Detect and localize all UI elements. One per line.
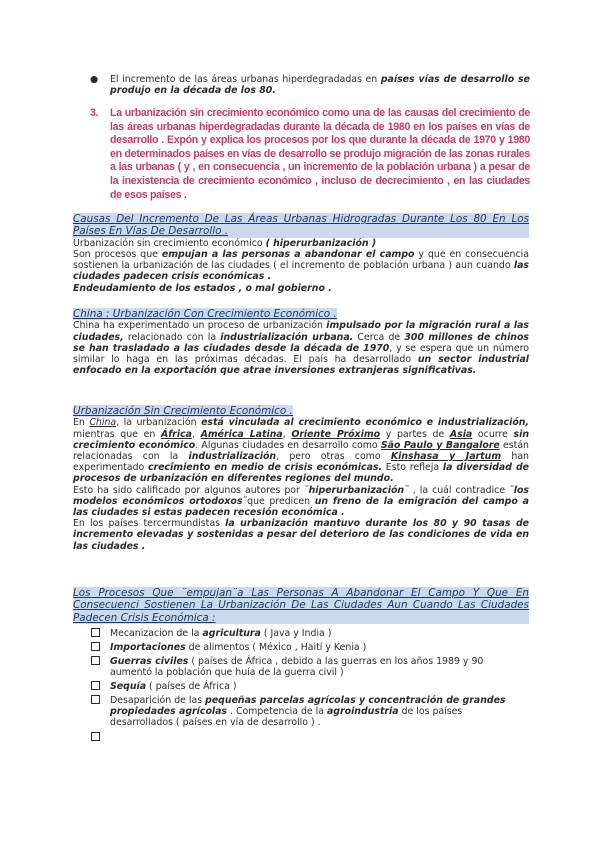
text-span: industrialización	[188, 451, 277, 463]
text-span: empujan a las personas a abandonar el campo	[161, 249, 415, 261]
section-procesos	[73, 587, 529, 624]
link-sao-paulo: São Paulo y Bangalore	[380, 439, 500, 451]
section-heading: Urbanización Sin Crecimiento Económico .	[73, 405, 293, 417]
text-span: ( países de África )	[146, 681, 237, 692]
text-span: , la urbanización	[116, 417, 202, 429]
text-span: ,	[192, 428, 201, 440]
section-china	[73, 308, 529, 376]
checkbox[interactable]	[91, 681, 100, 690]
section-line	[73, 238, 529, 249]
text-span: un sector industrial enfocado en la exportación que atrae inversiones extranjeras significativas.	[73, 354, 529, 377]
question-text: La urbanización sin crecimiento económico como una de las causas del crecimiento de las áreas urbanas hiperdegradadas durante la década de 1980 en los países en vías de desarrollo . Expón y explica los procesos por los que durante la década de 1970 y 1980 en determinados países en vías de desarrollo se produjo migración de las zonas rurales a las urbanas ( y , en consecuencia , un incremento de la población urbana ) a pesar de la inexistencia de crecimiento económico , incluso de decrecimiento , en las ciudades de esos países .	[110, 107, 530, 201]
text-span: ¨los modelos económicos ortodoxos¨	[73, 484, 530, 507]
text-span: sin crecimiento económico	[73, 428, 529, 451]
text-span: Son procesos que	[73, 249, 162, 261]
text-span: Guerras civiles	[110, 656, 189, 667]
bullet-text-a: El incremento de las áreas urbanas hiperdegradadas en	[110, 74, 381, 85]
section-sin-crecimiento	[73, 405, 529, 552]
link-oriente: Oriente Próximo	[291, 428, 381, 440]
checkbox[interactable]	[91, 642, 100, 651]
section-line: Endeudamiento de los estados , o mal gobierno .	[73, 282, 332, 294]
link-kinshasa: Kinshasa y Jartum	[390, 451, 502, 463]
bullet-text	[110, 74, 530, 97]
question-number: 3.	[90, 107, 99, 119]
text-span: ocurre	[472, 428, 514, 440]
text-span: China ha experimentado un proceso de urbanización	[73, 320, 327, 332]
text-span: han experimentado	[73, 451, 530, 474]
text-span: de alimentos ( México , Haití y Kenia )	[185, 642, 367, 653]
text-span: 300 millones de chinos se han trasladado a las ciudades desde la década de 1970	[73, 331, 529, 354]
checkbox[interactable]	[91, 695, 100, 704]
text-span: y partes de	[380, 428, 450, 440]
checklist-text	[110, 695, 528, 729]
checkbox[interactable]	[91, 732, 100, 741]
section-paragraph	[73, 320, 529, 376]
text-span: Cerca de	[353, 331, 405, 343]
text-span: Desaparición de las	[110, 695, 206, 706]
link-africa: África	[160, 428, 193, 440]
text-span: ( Java y India )	[260, 628, 332, 639]
text-span: Esto ha sido calificado por algunos autores por	[73, 484, 304, 496]
text-span: Importaciones	[110, 642, 186, 653]
text-span: En	[73, 417, 90, 429]
section-heading: Los Procesos Que ¨empujan¨a Las Personas A Abandonar El Campo Y Que En Consecuenci Sostienen La Urbanización De Las Ciudades Aun Cuando Las Ciudades Padecen Crisis Económica :	[73, 587, 529, 624]
text-span: agricultura	[202, 628, 261, 639]
text-span: pequeñas parcelas agrícolas y concentración de grandes propiedades agrícolas	[110, 695, 506, 718]
checklist-text	[110, 642, 528, 653]
section-paragraph	[73, 485, 529, 519]
text-span: ¨hiperurbanización¨	[303, 484, 409, 496]
section-causas	[73, 213, 529, 294]
text-span: agroindustria	[326, 706, 399, 718]
checkbox[interactable]	[91, 628, 100, 637]
text-span: un freno de la emigración del campo a las ciudades si estas padecen recesión económica .	[73, 495, 529, 519]
section-heading: China : Urbanización Con Crecimiento Económico .	[73, 308, 337, 320]
link-china: China	[89, 417, 117, 429]
text-span: . Algunas ciudades en desarrollo como	[195, 439, 381, 451]
checklist-text	[110, 628, 528, 639]
text-span: impulsado por la migración rural a las ciudades,	[73, 320, 529, 343]
text-span: Mecanizacion de la	[110, 628, 203, 639]
text-span: la diversidad de procesos de urbanización en diferentes regiones del mundo.	[73, 462, 530, 485]
checklist-text	[110, 656, 528, 678]
text-span: . Competencia de la	[227, 706, 327, 718]
text-span: que predicen	[247, 495, 315, 507]
text-span: están relacionadas con la	[73, 439, 530, 463]
bullet-dot: ●	[90, 74, 99, 85]
text-span: industrialización urbana.	[220, 331, 354, 343]
section-paragraph	[73, 518, 529, 552]
text-span: ( países de África , debido a las guerras en los años 1989 y 90 aumentó la población que huía de la guerra civil )	[110, 656, 484, 679]
section-paragraph	[73, 417, 529, 484]
text-span: relacionado con la	[123, 331, 221, 343]
text-span: Sequía	[110, 681, 147, 692]
link-asia: Asia	[449, 428, 473, 440]
text-span: Urbanización sin crecimiento económico	[73, 237, 266, 249]
text-span: la urbanización mantuvo durante los 80 y 90 tasas de incremento elevadas y sostenidas a pesar del deterioro de las condiciones de vida en las ciudades .	[73, 518, 530, 552]
text-span: Esto refleja	[382, 462, 443, 474]
section-heading: Causas Del Incremento De Las Áreas Urbanas Hidrogradas Durante Los 80 En Los Países En Vías De Desarrollo .	[73, 213, 529, 238]
bullet-text-b: países vías de desarrollo se produjo en la década de los 80.	[110, 74, 530, 97]
text-span: de los países desarrollados ( países en vía de desarrollo ) .	[110, 706, 463, 729]
text-span: En los países tercermundistas	[73, 518, 226, 530]
text-span: , pero otras como	[276, 451, 391, 463]
text-span: , la cuál contradice	[408, 484, 510, 496]
checkbox[interactable]	[91, 656, 100, 665]
text-span: crecimiento en medio de crisis económicas.	[148, 462, 383, 474]
text-span: está vinculada al crecimiento económico e industrialización,	[201, 417, 529, 429]
text-span: las ciudades padecen crisis económicas .	[73, 260, 529, 283]
section-paragraph	[73, 249, 529, 283]
text-span: ,	[282, 428, 292, 440]
link-america: América Latina	[200, 428, 283, 440]
text-span: , y se espera que un número similar lo haga en las próximas décadas. El país ha desarrollado	[73, 342, 529, 366]
text-span: mientras que en	[73, 428, 161, 440]
text-span: y que en consecuencia sostienen la urbanización de las ciudades ( el incremento de población urbana ) aun cuando	[73, 249, 529, 272]
text-span: ( hiperurbanización )	[265, 237, 377, 249]
checklist-text	[110, 681, 528, 692]
